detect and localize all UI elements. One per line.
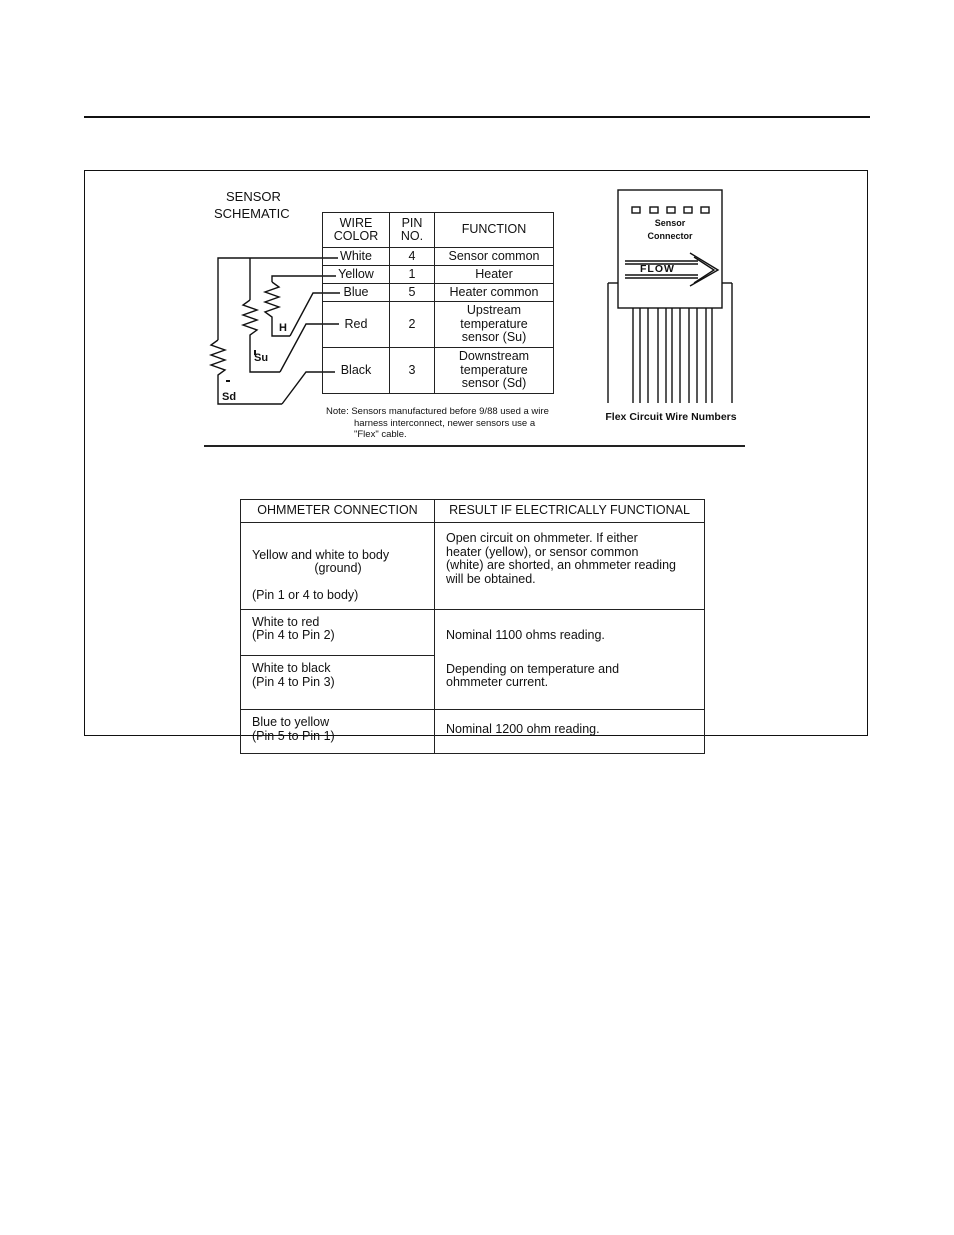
function-cell: Heater common [435,284,554,302]
wire-color-cell: Blue [323,284,390,302]
header-pin-no [390,213,435,248]
connection-cell: White to red (Pin 4 to Pin 2) [241,609,435,656]
connection-cell: Blue to yellow (Pin 5 to Pin 1) [241,710,435,754]
table-row [323,302,554,348]
wire-table-header-row [323,213,554,248]
ohm-table-header-row [241,500,705,523]
table-row [241,523,705,610]
function-line: Upstream [466,303,522,318]
function-cell [435,348,554,394]
wire-color-table [322,212,554,394]
manufacture-note [326,406,566,441]
table-row [323,284,554,302]
pin-cell: 4 [390,248,435,266]
wire-color-cell: White [323,248,390,266]
header-function: FUNCTION [435,213,554,248]
white-wire [218,258,338,340]
heater-resistor-label: H [279,322,287,334]
result-line: Nominal 1100 ohms reading. [446,628,605,642]
connection-line: Yellow and white to body [252,547,390,562]
pin-cell: 3 [390,348,435,394]
header-wire-color-line2: COLOR [333,229,379,243]
table-row [323,348,554,394]
flex-circuit-caption: Flex Circuit Wire Numbers [605,411,737,423]
function-cell: Heater [435,266,554,284]
pin-cell: 1 [390,266,435,284]
function-line: sensor (Sd) [461,376,527,391]
table-row [241,710,705,754]
function-line: temperature [460,316,528,331]
header-wire-color [323,213,390,248]
function-line: sensor (Su) [461,330,527,345]
header-wire-color-line1: WIRE [339,215,373,230]
table-row [241,609,705,656]
pin-cell: 2 [390,302,435,348]
connector-label-line1: Sensor [654,218,686,228]
table-row [323,266,554,284]
header-pin-line1: PIN [401,215,423,230]
connection-cell [241,523,435,610]
table-row [323,248,554,266]
result-cell: Nominal 1200 ohm reading. [435,710,705,754]
connection-line: (Pin 1 or 4 to body) [252,588,359,602]
header-result: RESULT IF ELECTRICALLY FUNCTIONAL [435,500,705,523]
function-cell: Sensor common [435,248,554,266]
schematic-label-line2: SCHEMATIC [214,206,290,221]
connector-label-line2: Connector [647,231,693,241]
note-line1: Note: Sensors manufactured before 9/88 used a wire [326,406,549,417]
wire-color-cell: Yellow [323,266,390,284]
connection-line: (ground) [314,561,362,575]
result-cell: Open circuit on ohmmeter. If either heater (yellow), or sensor common (white) are shorted, an ohmmeter reading will be obtained. [435,523,705,610]
flow-label: FLOW [640,263,675,275]
downstream-resistor-label: Sd [222,391,237,403]
schematic-label-line1: SENSOR [226,189,281,204]
connection-cell: White to black (Pin 4 to Pin 3) [241,656,435,710]
note-line2: harness interconnect, newer sensors use a [354,417,536,429]
function-line: Downstream [458,349,530,364]
result-cell [435,609,705,710]
wire-color-cell: Red [323,302,390,348]
header-pin-line2: NO. [400,229,424,243]
wire-color-cell: Black [323,348,390,394]
section-divider [204,445,745,447]
upstream-resistor-label: Su [254,352,269,364]
function-line: temperature [460,362,528,377]
result-line: Depending on temperature and ohmmeter current. [446,661,620,689]
pin-cell: 5 [390,284,435,302]
header-ohmmeter-connection: OHMMETER CONNECTION [241,500,435,523]
function-cell [435,302,554,348]
note-line3: "Flex" cable. [354,429,407,440]
ohmmeter-table [240,499,705,754]
